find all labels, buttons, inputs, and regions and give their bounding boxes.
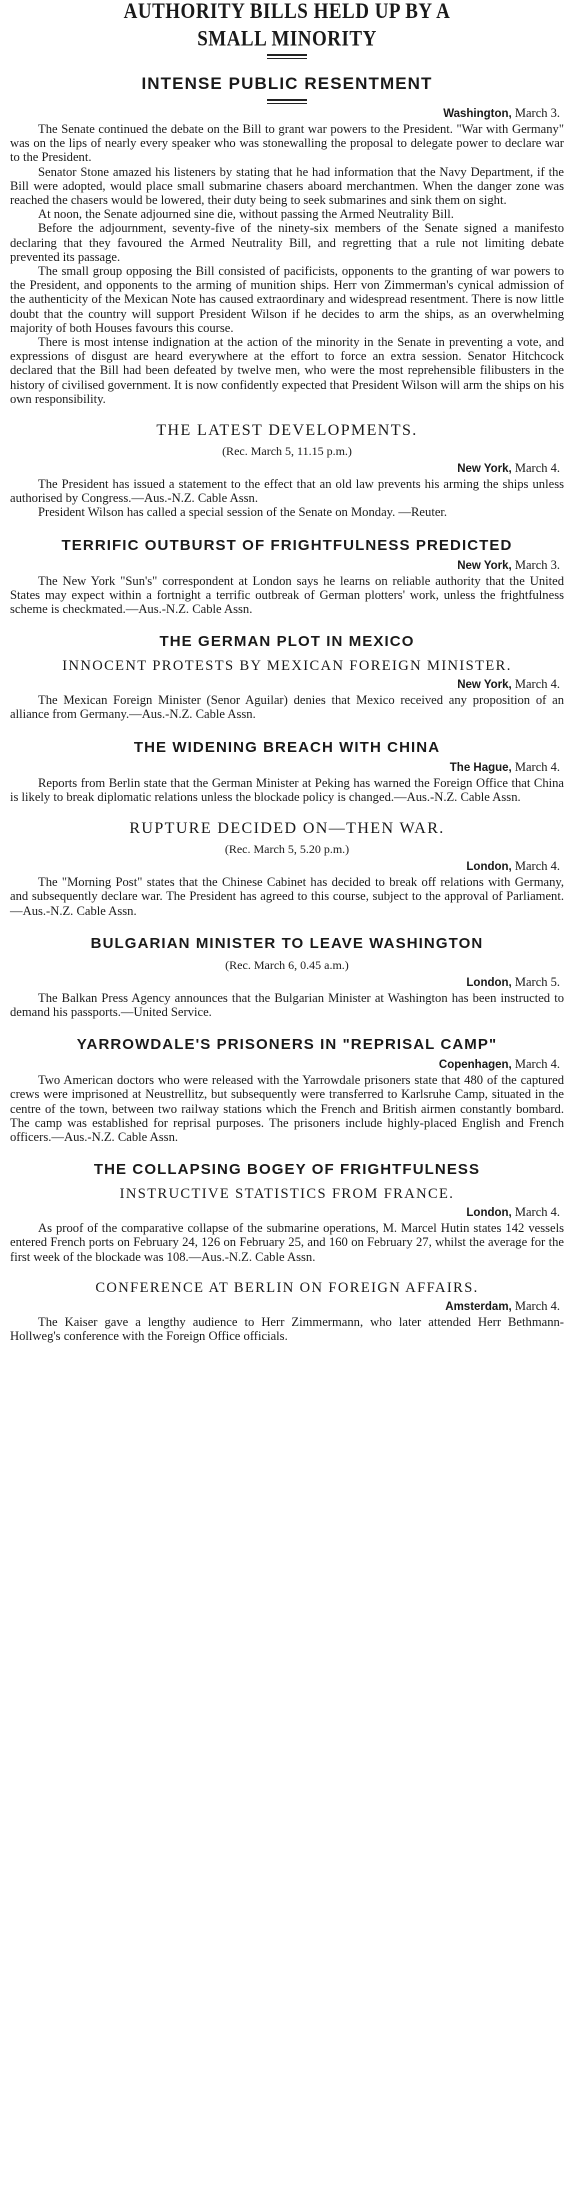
dateline-date: March 5.: [511, 974, 560, 989]
dateline-place: Copenhagen,: [438, 1059, 512, 1072]
article-paragraph: The small group opposing the Bill consisted of pacificists, opponents to the granting of war powers to the President, and opponents to the arming of munition ships. Herr von Zimmerman's cynical admission of the authenticity of the Mexican Note has caused extraordinary and widespread resentment. There is now little doubt that the country will support President Wilson if he decides to arm the ships, as an overwhelming majority of both Houses favours this course.: [10, 264, 564, 335]
article-latest-developments: [0, 422, 574, 520]
dateline: [0, 859, 560, 875]
article-paragraph: The "Morning Post" states that the Chinese Cabinet has decided to break off relations with Germany, and subsequently declare war. The President has agreed to this course, subject to the approval of Parliament.—Aus.-N.Z. Cable Assn.: [10, 875, 564, 918]
dateline-place: London,: [466, 861, 512, 874]
article-terrific-outburst: [0, 536, 574, 617]
article-headline: YARROWDALE'S PRISONERS IN "REPRISAL CAMP": [76, 1036, 498, 1054]
article-paragraph: The New York "Sun's" correspondent at London says he learns on reliable authority that the United States may expect within a fortnight a terrific outbreak of German plotters' work, unless the frightfulness scheme is checkmated.—Aus.-N.Z. Cable Assn.: [10, 573, 564, 617]
article-german-plot-mexico: [0, 632, 574, 721]
received-time: (Rec. March 5, 5.20 p.m.): [224, 842, 350, 857]
article-headline: TERRIFIC OUTBURST OF FRIGHTFULNESS PREDICTED: [61, 536, 513, 554]
dateline-place: New York,: [457, 463, 512, 476]
article-subheadline: INSTRUCTIVE STATISTICS FROM FRANCE.: [119, 1186, 455, 1203]
dateline-date: March 4.: [511, 759, 560, 774]
article-yarrowdale-prisoners: [0, 1035, 574, 1144]
dateline-place: London,: [466, 1207, 512, 1220]
dateline-place: Amsterdam,: [445, 1300, 512, 1313]
article-headline: CONFERENCE AT BERLIN ON FOREIGN AFFAIRS.: [95, 1279, 479, 1296]
article-headline: RUPTURE DECIDED ON—THEN WAR.: [129, 820, 445, 838]
dateline-place: Washington,: [443, 108, 512, 120]
masthead-line-2: SMALL MINORITY: [197, 27, 377, 52]
article-rupture-decided: [0, 820, 574, 918]
dateline-place: The Hague,: [449, 761, 512, 774]
article-bulgarian-minister: [0, 934, 574, 1019]
dateline-date: March 4.: [511, 1057, 560, 1072]
dateline-date: March 3.: [511, 557, 560, 572]
received-time: (Rec. March 6, 0.45 a.m.): [225, 957, 349, 972]
dateline: [0, 975, 560, 991]
article-paragraph: Two American doctors who were released with the Yarrowdale prisoners state that 480 of the captured crews were imprisoned at Neustrellitz, but subsequently were transferred to Karlsruhe Camp, situated in the centre of the town, between two railway stations which the French and British airmen constantly bombard. The camp was established for reprisal purposes. The prisoners include highly-placed English and French officers.—Aus.-N.Z. Cable Assn.: [10, 1073, 564, 1144]
dateline-place: New York,: [457, 679, 512, 692]
dateline-date: March 4.: [511, 461, 560, 476]
dateline: [0, 1205, 560, 1221]
article-paragraph: The President has issued a statement to the effect that an old law prevents his arming the ships unless authorised by Congress.—Aus.-N.Z. Cable Assn.: [10, 477, 564, 506]
article-paragraph: President Wilson has called a special session of the Senate on Monday. —Reuter.: [38, 505, 448, 520]
dateline-date: March 4.: [511, 677, 560, 692]
article-headline: THE GERMAN PLOT IN MEXICO: [159, 633, 415, 651]
article-conference-berlin: [0, 1280, 574, 1343]
dateline: [0, 760, 560, 776]
article-widening-breach-china: [0, 738, 574, 804]
article-paragraph: Reports from Berlin state that the German Minister at Peking has warned the Foreign Office that China is likely to break diplomatic relations unless the blockade policy is changed.—Aus.-N.Z. Cable Assn.: [10, 775, 564, 804]
received-time: (Rec. March 5, 11.15 p.m.): [222, 444, 352, 459]
article-paragraph: Senator Stone amazed his listeners by stating that he had information that the Navy Department, if the Bill were adopted, would place small submarine chasers aboard merchantmen. When the danger zone was reached the chasers would be lowered, their duty being to seek submarines and sink them on sight.: [10, 164, 564, 208]
dateline-date: March 4.: [511, 1205, 560, 1220]
article-collapsing-bogey: [0, 1160, 574, 1264]
dateline: [0, 558, 560, 574]
article-paragraph: As proof of the comparative collapse of the submarine operations, M. Marcel Hutin states 142 vessels entered French ports on February 24, 126 on February 25, and 160 on February 27, whilst the average for the first week of the blockade was 108.—Aus.-N.Z. Cable Assn.: [10, 1221, 564, 1264]
dateline: [0, 677, 560, 693]
dateline: [0, 1299, 560, 1315]
dateline-date: March 4.: [511, 859, 560, 874]
dateline: [0, 106, 560, 122]
article-intense-public-resentment: [0, 73, 574, 406]
article-paragraph: The Kaiser gave a lengthy audience to Herr Zimmermann, who later attended Herr Bethmann-Hollweg's conference with the Foreign Office officials.: [10, 1314, 564, 1343]
dateline: [0, 461, 560, 477]
article-paragraph: Before the adjournment, seventy-five of the ninety-six members of the Senate signed a manifesto declaring that they favoured the Armed Neutrality Bill, and regretting that a rule not limiting debate prevented its passage.: [10, 221, 564, 264]
article-paragraph: The Balkan Press Agency announces that the Bulgarian Minister at Washington has been instructed to demand his passports.—United Service.: [10, 990, 564, 1019]
article-paragraph: The Mexican Foreign Minister (Senor Aguilar) denies that Mexico received any proposition of an alliance from Germany.—Aus.-N.Z. Cable Assn.: [10, 693, 564, 722]
dateline: [0, 1057, 560, 1073]
dateline-place: London,: [466, 976, 512, 989]
dateline-date: March 4.: [511, 1298, 560, 1313]
article-headline: INTENSE PUBLIC RESENTMENT: [141, 74, 433, 93]
article-paragraph: The Senate continued the debate on the Bill to grant war powers to the President. "War with Germany" was on the lips of nearly every speaker who was stonewalling the proposal to delegate power to declare war to the President.: [10, 122, 564, 165]
article-paragraph: At noon, the Senate adjourned sine die, without passing the Armed Neutrality Bill.: [38, 207, 454, 222]
dateline-place: New York,: [457, 559, 512, 572]
masthead-line-1: AUTHORITY BILLS HELD UP BY A: [123, 0, 451, 24]
article-subheadline: INNOCENT PROTESTS BY MEXICAN FOREIGN MINISTER.: [62, 658, 512, 675]
article-headline: BULGARIAN MINISTER TO LEAVE WASHINGTON: [90, 934, 484, 952]
article-paragraph: There is most intense indignation at the action of the minority in the Senate in preventing a vote, and expressions of disgust are heard everywhere at the effort to force an extra session. Senator Hitchcock declared that the Bill had been defeated by twelve men, who were the most reprehensible filibusters in the history of civilised government. It is now confidently expected that President Wilson will arm the ships on his own responsibility.: [10, 335, 564, 406]
dateline-date: March 3.: [511, 106, 560, 120]
masthead: [70, 0, 504, 54]
article-headline: THE COLLAPSING BOGEY OF FRIGHTFULNESS: [93, 1161, 481, 1179]
divider-rule: [267, 99, 307, 104]
divider-rule: [267, 54, 307, 59]
article-headline: THE WIDENING BREACH WITH CHINA: [133, 738, 441, 756]
article-headline: THE LATEST DEVELOPMENTS.: [156, 422, 418, 440]
